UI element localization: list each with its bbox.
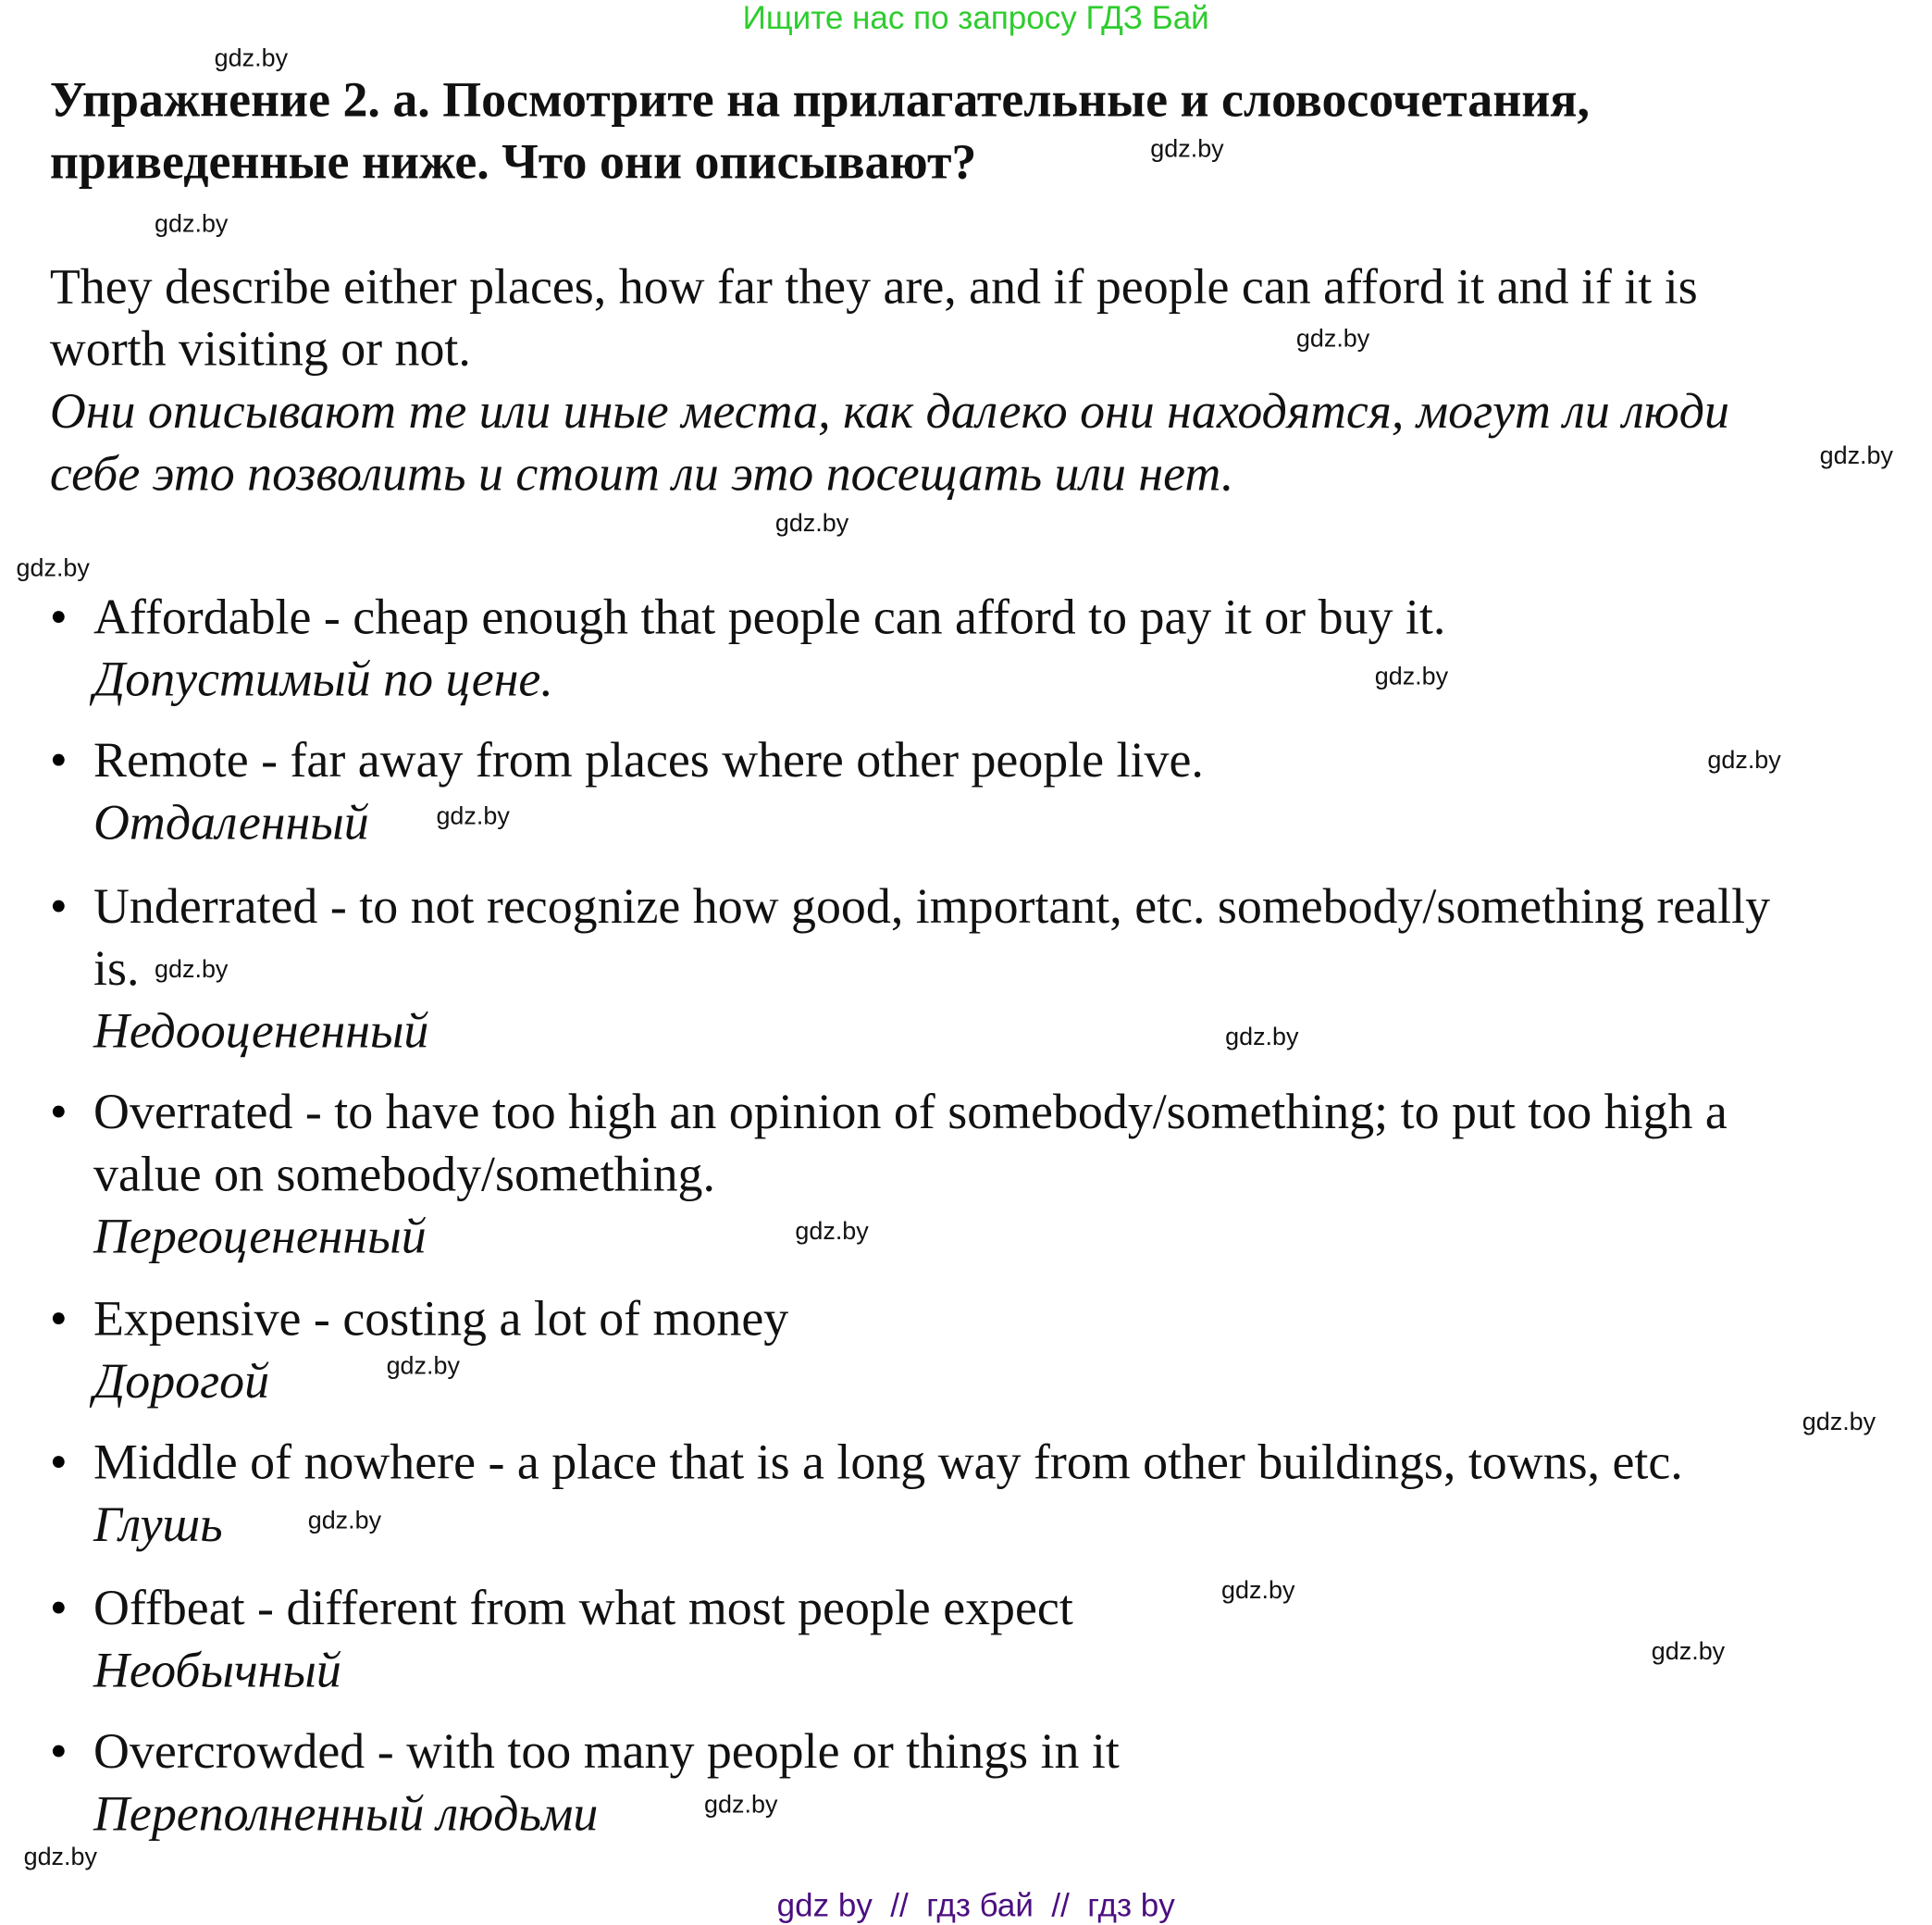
exercise-heading-line-1: Упражнение 2. а. Посмотрите на прилагательные и словосочетания,: [49, 70, 1590, 128]
watermark: gdz.by: [1225, 1023, 1299, 1051]
item-translation: Необычный: [93, 1641, 341, 1698]
bullet-icon: •: [49, 588, 68, 645]
watermark: gdz.by: [1150, 135, 1224, 164]
watermark: gdz.by: [704, 1791, 778, 1819]
watermark: gdz.by: [1374, 663, 1449, 691]
bullet-icon: •: [49, 1722, 68, 1780]
item-translation: Недооцененный: [93, 1001, 429, 1059]
item-definition: Affordable - cheap enough that people can afford to pay it or buy it.: [93, 588, 1446, 645]
watermark: gdz.by: [1707, 746, 1781, 775]
watermark: gdz.by: [386, 1352, 460, 1381]
watermark: gdz.by: [214, 44, 289, 73]
footer-links: gdz by // гдз бай // гдз by: [776, 1886, 1175, 1924]
bullet-icon: •: [49, 1579, 68, 1636]
watermark: gdz.by: [1651, 1637, 1726, 1666]
watermark: gdz.by: [436, 802, 510, 831]
bullet-icon: •: [49, 1434, 68, 1490]
item-definition: Overrated - to have too high an opinion of somebody/something; to put too high a: [93, 1083, 1728, 1140]
answer-en-line-1: They describe either places, how far they are, and if people can afford it and if it is: [49, 257, 1698, 315]
item-translation: Переоцененный: [93, 1208, 427, 1264]
bullet-icon: •: [49, 1083, 68, 1140]
watermark: gdz.by: [155, 956, 229, 984]
item-definition: Middle of nowhere - a place that is a long way from other buildings, towns, etc.: [93, 1434, 1683, 1490]
item-definition: Expensive - costing a lot of money: [93, 1290, 789, 1347]
item-translation: Глушь: [93, 1496, 223, 1553]
item-definition: Overcrowded - with too many people or things in it: [93, 1722, 1120, 1780]
answer-en-line-2: worth visiting or not.: [49, 320, 471, 377]
search-banner: Ищите нас по запросу ГДЗ Бай: [742, 0, 1209, 37]
watermark: gdz.by: [774, 509, 849, 538]
item-translation: Допустимый по цене.: [93, 651, 553, 707]
item-translation: Переполненный людьми: [93, 1784, 599, 1842]
answer-ru-line-2: себе это позволить и стоит ли это посещать или нет.: [49, 444, 1234, 502]
watermark: gdz.by: [155, 210, 229, 239]
watermark: gdz.by: [307, 1507, 382, 1535]
watermark: gdz.by: [1819, 442, 1894, 470]
watermark: gdz.by: [1802, 1409, 1876, 1436]
bullet-icon: •: [49, 1290, 68, 1347]
bullet-icon: •: [49, 731, 68, 789]
item-translation: Отдаленный: [93, 794, 369, 851]
watermark: gdz.by: [16, 554, 90, 583]
item-definition-cont: is.: [93, 939, 140, 997]
bullet-icon: •: [49, 877, 68, 934]
watermark: gdz.by: [23, 1844, 97, 1871]
item-definition: Offbeat - different from what most people expect: [93, 1579, 1073, 1636]
item-definition-cont: value on somebody/something.: [93, 1145, 715, 1202]
answer-ru-line-1: Они описывают те или иные места, как далеко они находятся, могут ли люди: [49, 382, 1730, 440]
item-definition: Remote - far away from places where other people live.: [93, 731, 1204, 789]
watermark: gdz.by: [1221, 1576, 1295, 1605]
item-definition: Underrated - to not recognize how good, important, etc. somebody/something really: [93, 877, 1771, 934]
exercise-heading-line-2: приведенные ниже. Что они описывают?: [49, 133, 977, 190]
watermark: gdz.by: [795, 1218, 869, 1246]
item-translation: Дорогой: [93, 1352, 270, 1410]
watermark: gdz.by: [1295, 325, 1370, 354]
